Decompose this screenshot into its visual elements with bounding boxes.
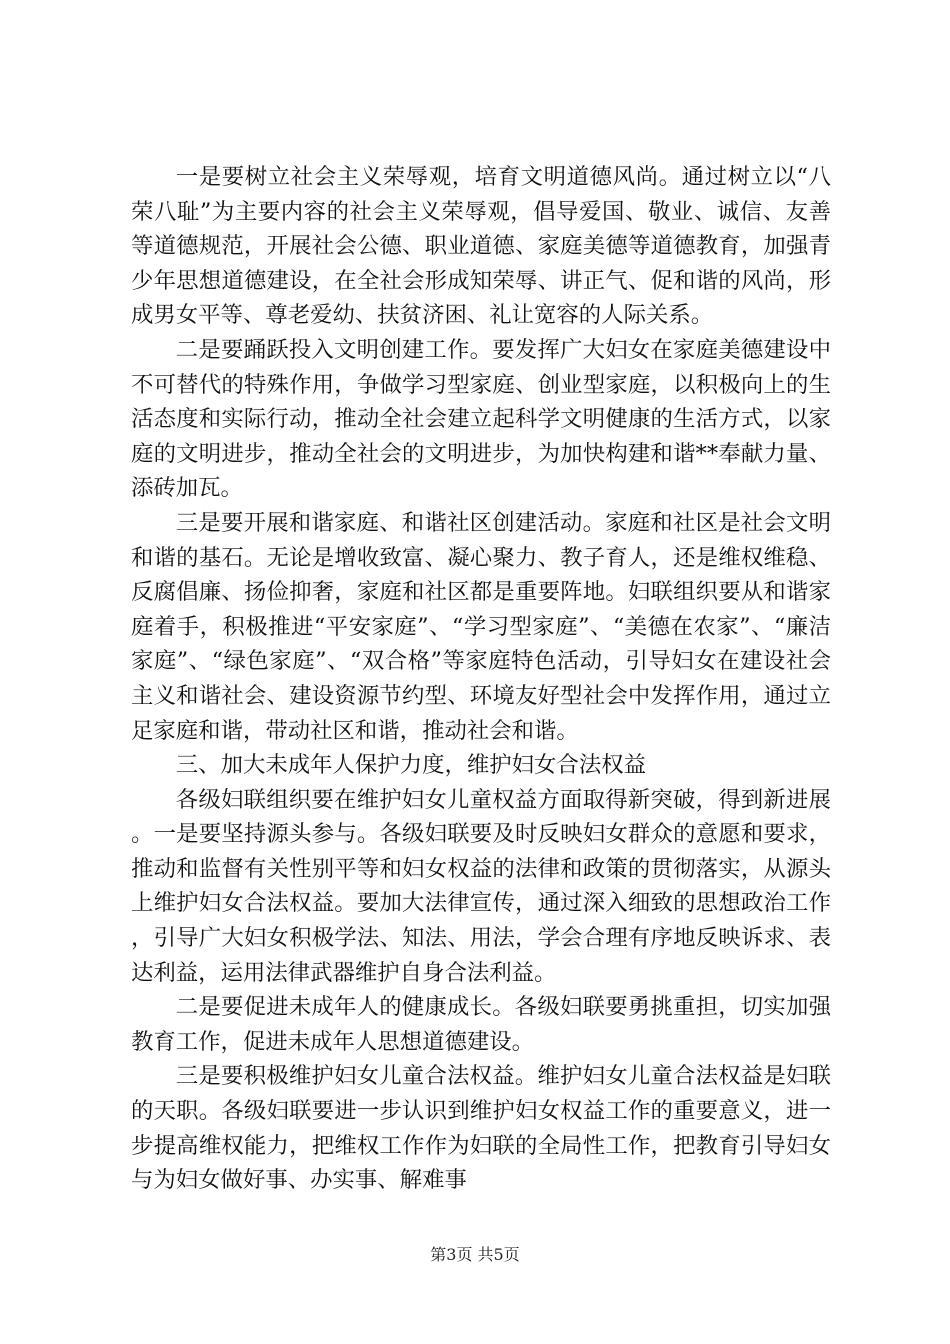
paragraph-honor-disgrace: 一是要树立社会主义荣辱观，培育文明道德风尚。通过树立以“八荣八耻”为主要内容的社会主义荣辱观，倡导爱国、敬业、诚信、友善等道德规范，开展社会公德、职业道德、家庭美德等道德教育，加强青少年思想道德建设，在全社会形成知荣辱、讲正气、促和谐的风尚，形成男女平等、尊老爱幼、扶贫济困、礼让宽容的人际关系。 [131, 164, 831, 329]
page-number-footer: 第3页 共5页 [430, 1245, 520, 1264]
paragraph-harmonious-family: 三是要开展和谐家庭、和谐社区创建活动。家庭和社区是社会文明和谐的基石。无论是增收致富、凝心聚力、教子育人，还是维权维稳、反腐倡廉、扬俭抑奢，家庭和社区都是重要阵地。妇联组织要从和谐家庭着手，积极推进“平安家庭”、“学习型家庭”、“美德在农家”、“廉洁家庭”、“绿色家庭”、“双合格”等家庭特色活动，引导妇女在建设社会主义和谐社会、建设资源节约型、环境友好型社会中发挥作用，通过立足家庭和谐，带动社区和谐，推动社会和谐。 [131, 509, 831, 744]
section-heading: 三、加大未成年人保护力度，维护妇女合法权益 [175, 752, 646, 779]
paragraph-women-children-rights: 三是要积极维护妇女儿童合法权益。维护妇女儿童合法权益是妇联的天职。各级妇联要进一步认识到维护妇女权益工作的重要意义，进一步提高维权能力，把维权工作作为妇联的全局性工作，把教育引导妇女与为妇女做好事、办实事、解难事 [131, 1063, 831, 1194]
paragraph-civilization-creation: 二是要踊跃投入文明创建工作。要发挥广大妇女在家庭美德建设中不可替代的特殊作用，争做学习型家庭、创业型家庭，以积极向上的生活态度和实际行动，推动全社会建立起科学文明健康的生活方式，以家庭的文明进步，推动全社会的文明进步，为加快构建和谐**奉献力量、添砖加瓦。 [131, 336, 831, 502]
document-body [131, 160, 831, 1198]
paragraph-minors-growth: 二是要促进未成年人的健康成长。各级妇联要勇挑重担，切实加强教育工作，促进未成年人思想道德建设。 [131, 994, 831, 1055]
paragraph-rights-protection: 各级妇联组织要在维护妇女儿童权益方面取得新突破，得到新进展。一是要坚持源头参与。各级妇联要及时反映妇女群众的意愿和要求，推动和监督有关性别平等和妇女权益的法律和政策的贯彻落实，从源头上维护妇女合法权益。要加大法律宣传，通过深入细致的思想政治工作，引导广大妇女积极学法、知法、用法，学会合理有序地反映诉求、表达利益，运用法律武器维护自身合法利益。 [131, 786, 831, 986]
